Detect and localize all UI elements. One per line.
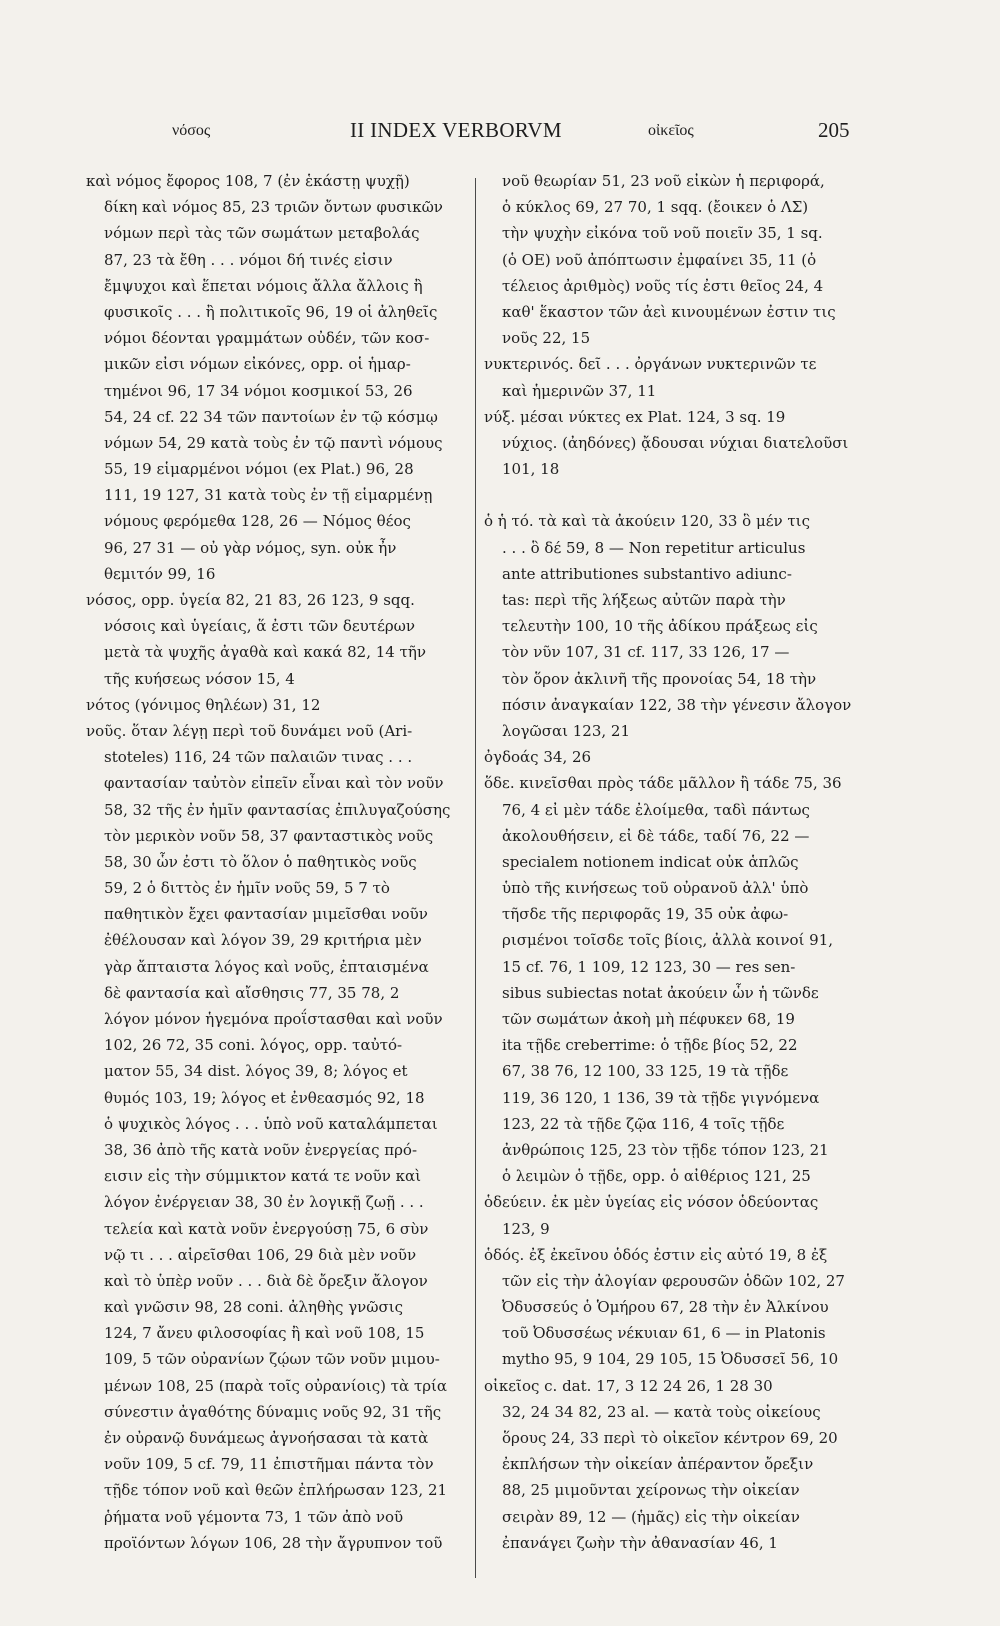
index-line: 76, 4 εἰ μὲν τάδε ἐλοίμεθα, ταδὶ πάντως — [502, 800, 810, 819]
index-line: (ὁ ΟΕ) νοῦ ἀπόπτωσιν ἐμφαίνει 35, 11 (ὁ — [502, 250, 817, 269]
index-line: ita τῇδε creberrime: ὁ τῇδε βίος 52, 22 — [502, 1036, 798, 1055]
index-line: τέλειος ἀριθμὸς) νοῦς τίς ἐστι θεῖος 24, 4 — [502, 276, 824, 295]
index-line: ἐκπλήσων τὴν οἰκείαν ἀπέραντον ὄρεξιν — [502, 1455, 814, 1474]
index-line: ἐθέλουσαν καὶ λόγον 39, 29 κριτήρια μὲν — [104, 931, 422, 950]
index-line: ὁδεύειν. ἐκ μὲν ὑγείας εἰς νόσον ὁδεύοντας — [484, 1193, 819, 1212]
index-line: ὁδός. ἐξ ἐκεῖνου ὁδός ἐστιν εἰς αὐτό 19, 8 ἐξ — [484, 1245, 828, 1264]
index-line: τῇδε τόπον νοῦ καὶ θεῶν ἐπλήρωσαν 123, 21 — [104, 1481, 448, 1500]
index-line: sibus subiectas notat ἀκούειν ὧν ἡ τῶνδε — [502, 983, 819, 1002]
index-line: 54, 24 cf. 22 34 τῶν παντοίων ἐν τῷ κόσμῳ — [104, 407, 438, 426]
index-line: ἀκολουθήσειν, εἰ δὲ τάδε, ταδί 76, 22 — — [502, 826, 810, 845]
index-line: τὸν μερικὸν νοῦν 58, 37 φανταστικὸς νοῦς — [104, 826, 434, 845]
index-line: 87, 23 τὰ ἔθη . . . νόμοι δή τινές εἰσιν — [104, 250, 393, 269]
index-line: 55, 19 εἱμαρμένοι νόμοι (ex Plat.) 96, 28 — [104, 460, 414, 479]
index-line: παθητικὸν ἔχει φαντασίαν μιμεῖσθαι νοῦν — [104, 905, 428, 924]
index-line: ὁ ἡ τό. τὰ καὶ τὰ ἀκούειν 120, 33 ὃ μέν τις — [484, 512, 810, 531]
index-line: προϊόντων λόγων 106, 28 τὴν ἄγρυπνον τοῦ — [104, 1533, 443, 1552]
index-line: καὶ τὸ ὑπὲρ νοῦν . . . διὰ δὲ ὄρεξιν ἄλογον — [104, 1271, 428, 1290]
index-line: 123, 22 τὰ τῇδε ζῷα 116, 4 τοῖς τῇδε — [502, 1114, 785, 1133]
index-line: 102, 26 72, 35 coni. λόγος, opp. ταὐτό- — [104, 1036, 403, 1055]
index-line: τοῦ Ὀδυσσέως νέκυιαν 61, 6 — in Platonis — [502, 1324, 826, 1343]
index-line: 109, 5 τῶν οὐρανίων ζῴων τῶν νοῦν μιμου- — [104, 1350, 440, 1369]
header-left-catchword: νόσος — [172, 122, 211, 139]
index-line — [484, 482, 875, 508]
index-line: πόσιν ἀναγκαίαν 122, 38 τὴν γένεσιν ἄλογον — [502, 695, 852, 714]
index-line: τὴν ψυχὴν εἰκόνα τοῦ νοῦ ποιεῖν 35, 1 sq. — [502, 224, 823, 243]
index-line: ἀνθρώποις 125, 23 τὸν τῇδε τόπον 123, 21 — [502, 1140, 829, 1159]
index-line: specialem notionem indicat οὐκ ἁπλῶς — [502, 852, 799, 871]
column-divider — [475, 178, 476, 1578]
index-line: λόγον μόνον ἡγεμόνα προΐστασθαι καὶ νοῦν — [104, 1010, 443, 1028]
index-line: ἐν οὐρανῷ δυνάμεως ἀγνοήσασαι τὰ κατὰ — [104, 1429, 429, 1447]
index-line: 111, 19 127, 31 κατὰ τοὺς ἐν τῇ εἱμαρμένῃ — [104, 486, 433, 505]
index-line: 123, 9 — [502, 1219, 550, 1238]
index-line: νῷ τι . . . αἱρεῖσθαι 106, 29 διὰ μὲν νοῦν — [104, 1245, 417, 1264]
index-line: νύχιος. (ἀηδόνες) ᾄδουσαι νύχιαι διατελοῦσι — [502, 433, 849, 452]
index-line: ante attributiones substantivo adiunc- — [502, 564, 792, 583]
index-line: ὅδε. κινεῖσθαι πρὸς τάδε μᾶλλον ἢ τάδε 75, 36 — [484, 774, 842, 793]
index-line: 38, 36 ἀπὸ τῆς κατὰ νοῦν ἐνεργείας πρό- — [104, 1140, 418, 1159]
index-line: καθ' ἕκαστον τῶν ἀεὶ κινουμένων ἐστιν τις — [502, 302, 836, 321]
index-line: νοῦς. ὅταν λέγῃ περὶ τοῦ δυνάμει νοῦ (Ari- — [86, 721, 413, 740]
header-right-catchword: οἰκεῖος — [648, 122, 694, 139]
index-line: μετὰ τὰ ψυχῆς ἀγαθὰ καὶ κακά 82, 14 τῆν — [104, 643, 427, 662]
running-header — [160, 118, 860, 152]
index-line: ἔμψυχοι καὶ ἕπεται νόμοις ἄλλα ἄλλοις ἢ — [104, 276, 423, 295]
index-line: 124, 7 ἄνευ φιλοσοφίας ἢ καὶ νοῦ 108, 15 — [104, 1324, 425, 1343]
index-line: εισιν εἰς τὴν σύμμικτον κατά τε νοῦν καὶ — [104, 1167, 422, 1186]
index-line: δίκη καὶ νόμος 85, 23 τριῶν ὄντων φυσικῶν — [104, 198, 443, 217]
index-line: 15 cf. 76, 1 109, 12 123, 30 — res sen- — [502, 957, 796, 976]
index-line: νοῦν 109, 5 cf. 79, 11 ἐπιστῆμαι πάντα τὸν — [104, 1455, 434, 1474]
index-line: . . . ὃ δέ 59, 8 — Non repetitur articulus — [502, 538, 806, 557]
index-line: 96, 27 31 — οὐ γὰρ νόμος, syn. οὐκ ἦν — [104, 538, 397, 557]
index-line: ρισμένοι τοῖσδε τοῖς βίοις, ἀλλὰ κοινοί 91, — [502, 931, 834, 950]
index-line: νόμων 54, 29 κατὰ τοὺς ἐν τῷ παντὶ νόμους — [104, 433, 443, 452]
index-line: δὲ φαντασία καὶ αἴσθησις 77, 35 78, 2 — [104, 983, 400, 1002]
index-line: φυσικοῖς . . . ἢ πολιτικοῖς 96, 19 οἱ ἀληθεῖς — [104, 302, 438, 321]
index-line: μένων 108, 25 (παρὰ τοῖς οὐρανίοις) τὰ τρία — [104, 1376, 448, 1395]
index-line: νόσοις καὶ ὑγείαις, ἅ ἐστι τῶν δευτέρων — [104, 617, 416, 636]
index-line: οἰκεῖος c. dat. 17, 3 12 24 26, 1 28 30 — [484, 1376, 773, 1395]
index-line: τελευτὴν 100, 10 τῆς ἀδίκου πράξεως εἰς — [502, 617, 818, 636]
page-number: 205 — [818, 118, 850, 142]
index-line: ὁ κύκλος 69, 27 70, 1 sqq. (ἔοικεν ὁ ΛΣ) — [502, 198, 809, 217]
index-line: τῆς κυήσεως νόσον 15, 4 — [104, 669, 295, 688]
index-line: τὸν νῦν 107, 31 cf. 117, 33 126, 17 — — [502, 643, 790, 662]
index-line: νόμους φερόμεθα 128, 26 — Νόμος θέος — [104, 512, 411, 531]
index-line: Ὀδυσσεύς ὁ Ὁμήρου 67, 28 τὴν ἐν Ἀλκίνου — [502, 1298, 829, 1317]
index-line: 58, 32 τῆς ἐν ἡμῖν φαντασίας ἐπιλυγαζούσης — [104, 800, 451, 819]
left-column — [86, 168, 477, 1556]
index-line: τῆσδε τῆς περιφορᾶς 19, 35 οὐκ ἀφω- — [502, 905, 789, 924]
index-line: νοῦς 22, 15 — [502, 329, 591, 348]
index-line: γὰρ ἄπταιστα λόγος καὶ νοῦς, ἐπταισμένα — [104, 957, 429, 976]
index-line: 58, 30 ὧν ἐστι τὸ ὅλον ὁ παθητικὸς νοῦς — [104, 852, 417, 871]
index-line: ὑπὸ τῆς κινήσεως τοῦ οὐρανοῦ ἀλλ' ὑπὸ — [502, 879, 809, 898]
index-line: νόμων περὶ τὰς τῶν σωμάτων μεταβολάς — [104, 224, 420, 243]
index-line: τῶν σωμάτων ἀκοὴ μὴ πέφυκεν 68, 19 — [502, 1010, 795, 1028]
index-line: φαντασίαν ταὐτὸν εἰπεῖν εἶναι καὶ τὸν νοῦν — [104, 774, 444, 793]
index-line: τημένοι 96, 17 34 νόμοι κοσμικοί 53, 26 — [104, 381, 413, 400]
index-line: ὀγδοάς 34, 26 — [484, 748, 592, 767]
index-line: ῥήματα νοῦ γέμοντα 73, 1 τῶν ἀπὸ νοῦ — [104, 1507, 404, 1526]
index-line: 119, 36 120, 1 136, 39 τὰ τῇδε γιγνόμενα — [502, 1088, 820, 1107]
header-title: II INDEX VERBORVM — [350, 118, 562, 142]
index-line: τὸν ὅρον ἀκλινῆ τῆς προνοίας 54, 18 τὴν — [502, 669, 817, 688]
index-line: θεμιτόν 99, 16 — [104, 564, 216, 583]
index-line: νύξ. μέσαι νύκτες ex Plat. 124, 3 sq. 19 — [484, 407, 786, 426]
index-line: λόγον ἐνέργειαν 38, 30 ἐν λογικῇ ζωῇ . . . — [104, 1193, 424, 1212]
index-line: θυμός 103, 19; λόγος et ἐνθεασμός 92, 18 — [104, 1088, 425, 1107]
right-column — [484, 168, 875, 1556]
index-line: τελεία καὶ κατὰ νοῦν ἐνεργούσῃ 75, 6 σὺν — [104, 1219, 429, 1238]
index-line: νόσος, opp. ὑγεία 82, 21 83, 26 123, 9 sqq. — [86, 591, 415, 609]
index-line: 67, 38 76, 12 100, 33 125, 19 τὰ τῇδε — [502, 1062, 789, 1081]
index-line: μικῶν εἰσι νόμων εἰκόνες, opp. οἱ ἡμαρ- — [104, 355, 411, 374]
index-line: 101, 18 — [502, 460, 560, 479]
index-line: 88, 25 μιμοῦνται χείρονως τὴν οἰκείαν — [502, 1481, 800, 1500]
index-line: νυκτερινός. δεῖ . . . ὀργάνων νυκτερινῶν τε — [484, 355, 817, 374]
index-line: tas: περὶ τῆς λήξεως αὐτῶν παρὰ τὴν — [502, 591, 786, 609]
index-line: stoteles) 116, 24 τῶν παλαιῶν τινας . . . — [104, 748, 413, 767]
index-line: 59, 2 ὁ διττὸς ἐν ἡμῖν νοῦς 59, 5 7 τὸ — [104, 879, 390, 898]
index-line: ὁ ψυχικὸς λόγος . . . ὑπὸ νοῦ καταλάμπεται — [104, 1114, 438, 1133]
index-line: ματον 55, 34 dist. λόγος 39, 8; λόγος et — [104, 1062, 408, 1081]
index-line: ὁ λειμὼν ὁ τῇδε, opp. ὁ αἰθέριος 121, 25 — [502, 1167, 811, 1186]
index-line: τῶν εἰς τὴν ἀλογίαν φερουσῶν ὁδῶν 102, 27 — [502, 1271, 845, 1290]
index-line: mytho 95, 9 104, 29 105, 15 Ὀδυσσεῖ 56, 10 — [502, 1350, 839, 1369]
index-line: ὅρους 24, 33 περὶ τὸ οἰκεῖον κέντρον 69, 20 — [502, 1429, 838, 1447]
index-line: σύνεστιν ἀγαθότης δύναμις νοῦς 92, 31 τῆς — [104, 1402, 442, 1421]
index-line: καὶ ἡμερινῶν 37, 11 — [502, 381, 657, 400]
index-line: σειρὰν 89, 12 — (ἡμᾶς) εἰς τὴν οἰκείαν — [502, 1507, 800, 1526]
index-line: καὶ νόμος ἔφορος 108, 7 (ἐν ἑκάστῃ ψυχῇ) — [86, 172, 410, 190]
index-line: νότος (γόνιμος θηλέων) 31, 12 — [86, 695, 321, 714]
index-line: ἐπανάγει ζωὴν τὴν ἀθανασίαν 46, 1 — [502, 1533, 778, 1552]
index-line: 32, 24 34 82, 23 al. — κατὰ τοὺς οἰκείους — [502, 1402, 821, 1421]
index-line: νόμοι δέονται γραμμάτων οὐδέν, τῶν κοσ- — [104, 329, 430, 348]
index-line: λογῶσαι 123, 21 — [502, 721, 631, 740]
index-line: καὶ γνῶσιν 98, 28 coni. ἀληθὴς γνῶσις — [104, 1298, 404, 1317]
index-line: νοῦ θεωρίαν 51, 23 νοῦ εἰκὼν ἡ περιφορά, — [502, 172, 825, 190]
